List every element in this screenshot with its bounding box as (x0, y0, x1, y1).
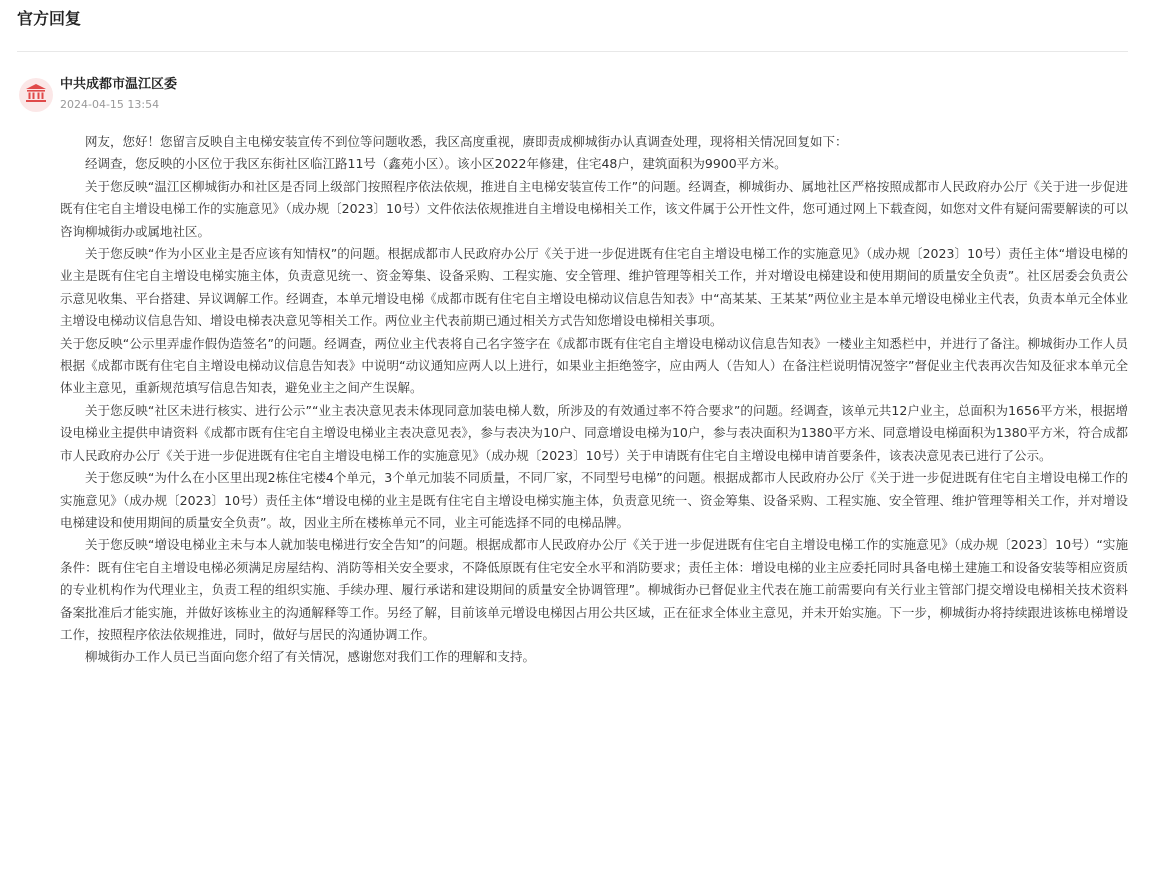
paragraph: 关于您反映“为什么在小区里出现2栋住宅楼4个单元，3个单元加装不同质量，不同厂家，不同型号电梯”的问题。根据成都市人民政府办公厅《关于进一步促进既有住宅自主增设电梯工作的实施意见》（成办规〔2023〕10号）责任主体“增设电梯的业主是既有住宅自主增设电梯实施主体，负责意见统一、资金筹集、设备采购、工程实施、安全管理、维护管理等相关工作，并对增设电梯建设和使用期间的质量安全负责”。故，因业主所在楼栋单元不同，业主可能选择不同的电梯品牌。 (60, 470, 1128, 530)
divider (17, 51, 1128, 52)
paragraph: 关于您反映“作为小区业主是否应该有知情权”的问题。根据成都市人民政府办公厅《关于进一步促进既有住宅自主增设电梯工作的实施意见》（成办规〔2023〕10号）责任主体“增设电梯的业主是既有住宅自主增设电梯实施主体，负责意见统一、资金筹集、设备采购、工程实施、安全管理、维护管理等相关工作，并对增设电梯建设和使用期间的质量安全负责”。社区居委会负责公示意见收集、平台搭建、异议调解工作。经调查，本单元增设电梯《成都市既有住宅自主增设电梯动议信息告知表》中“高某某、王某某”两位业主是本单元增设电梯业主代表，负责本单元全体业主增设电梯动议信息告知、增设电梯表决意见等相关工作。两位业主代表前期已通过相关方式告知您增设电梯相关事项。 (60, 246, 1128, 329)
paragraph: 关于您反映“增设电梯业主未与本人就加装电梯进行安全告知”的问题。根据成都市人民政府办公厅《关于进一步促进既有住宅自主增设电梯工作的实施意见》（成办规〔2023〕10号）“实施条件：既有住宅自主增设电梯必须满足房屋结构、消防等相关安全要求，不降低原既有住宅安全水平和消防要求；责任主体：增设电梯的业主应委托同时具备电梯土建施工和设备安装等相应资质的专业机构作为代理业主，负责工程的组织实施、手续办理、履行承诺和建设期间的质量安全协调管理”。柳城街办已督促业主代表在施工前需要向有关行业主管部门提交增设电梯相关技术资料备案批准后才能实施，并做好该栋业主的沟通解释等工作。另经了解，目前该单元增设电梯因占用公共区域，正在征求全体业主意见，并未开始实施。下一步，柳城街办将持续跟进该栋电梯增设工作，按照程序依法依规推进，同时，做好与居民的沟通协调工作。 (60, 537, 1128, 642)
reply-content (60, 131, 1128, 669)
avatar (19, 78, 53, 112)
paragraph: 关于您反映“社区未进行核实、进行公示”“业主表决意见表未体现同意加装电梯人数，所涉及的有效通过率不符合要求”的问题。经调查，该单元共12户业主，总面积为1656平方米，根据增设电梯业主提供申请资料《成都市既有住宅自主增设电梯业主表决意见表》，参与表决为10户、同意增设电梯为10户，参与表决面积为1380平方米、同意增设电梯面积为1380平方米，符合成都市人民政府办公厅《关于进一步促进既有住宅自主增设电梯工作的实施意见》（成办规〔2023〕10号）关于申请既有住宅自主增设电梯申请首要条件，该表决意见表已进行了公示。 (60, 402, 1128, 463)
government-building-icon (25, 83, 47, 107)
reply-date: 2024-04-15 13:54 (60, 98, 160, 111)
paragraph: 经调查，您反映的小区位于我区东街社区临江路11号（鑫苑小区）。该小区2022年修建，住宅48户，建筑面积为9900平方米。 (85, 156, 787, 172)
paragraph: 关于您反映“公示里弄虚作假伪造签名”的问题。经调查，两位业主代表将自己名字签字在《成都市既有住宅自主增设电梯动议信息告知表》一楼业主知悉栏中，并进行了备注。柳城街办工作人员根据《成都市既有住宅自主增设电梯动议信息告知表》中说明“动议通知应两人以上进行，如果业主拒绝签字，应由两人（告知人）在备注栏说明情况签字”督促业主代表再次告知及征求本单元全体业主意见，重新规范填写信息告知表，避免业主之间产生误解。 (60, 335, 1128, 396)
paragraph: 网友，您好！您留言反映自主电梯安装宣传不到位等问题收悉，我区高度重视，赓即责成柳城街办认真调查处理，现将相关情况回复如下： (85, 134, 848, 149)
paragraph: 关于您反映“温江区柳城街办和社区是否同上级部门按照程序依法依规，推进自主电梯安装宣传工作”的问题。经调查，柳城街办、属地社区严格按照成都市人民政府办公厅《关于进一步促进既有住宅自主增设电梯工作的实施意见》（成办规〔2023〕10号）文件依法依规推进自主增设电梯相关工作，该文件属于公开性文件，您可通过网上下载查阅，如您对文件有疑问需要解读的可以咨询柳城街办或属地社区。 (60, 178, 1128, 239)
paragraph: 柳城街办工作人员已当面向您介绍了有关情况，感谢您对我们工作的理解和支持。 (85, 649, 536, 665)
author-name: 中共成都市温江区委 (60, 77, 178, 92)
section-title: 官方回复 (17, 9, 82, 28)
